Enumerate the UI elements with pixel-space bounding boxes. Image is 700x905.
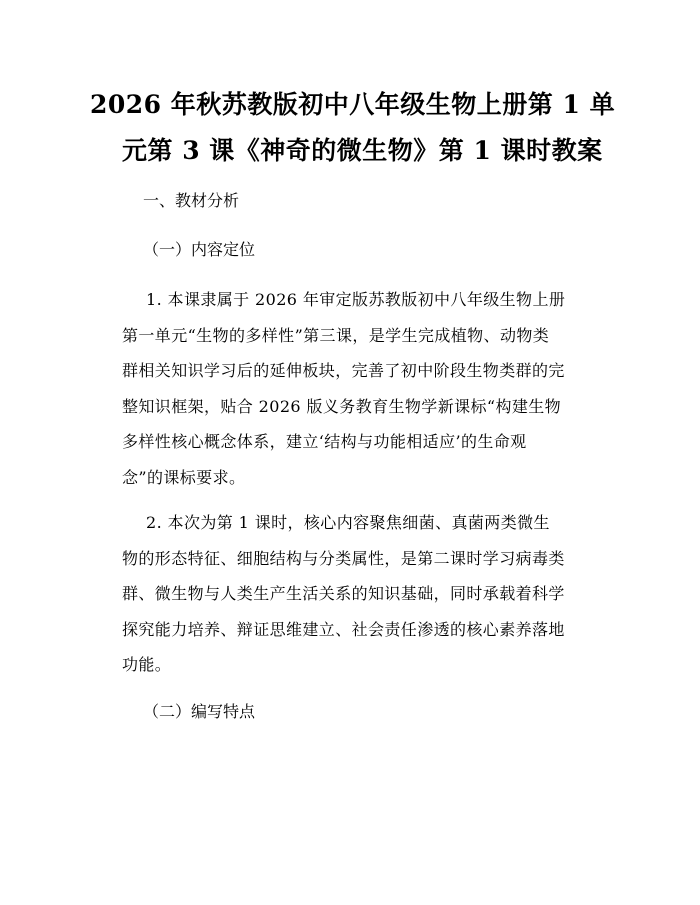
- paragraph-line: 念”的课标要求。: [122, 467, 246, 487]
- paragraph-line: 物的形态特征、细胞结构与分类属性，是第二课时学习病毒类: [122, 548, 565, 568]
- paragraph-content-positioning-2: [122, 505, 602, 683]
- paragraph-content-positioning-1: [122, 282, 602, 495]
- paragraph-line: 群相关知识学习后的延伸板块，完善了初中阶段生物类群的完: [122, 361, 565, 380]
- paragraph-line: 整知识框架，贴合 2026 版义务教育生物学新课标“构建生物: [122, 396, 562, 416]
- paragraph-line: 2. 本次为第 1 课时，核心内容聚焦细菌、真菌两类微生: [146, 513, 550, 532]
- paragraph-line: 群、微生物与人类生产生活关系的知识基础，同时承载着科学: [122, 584, 565, 603]
- paragraph-line: 多样性核心概念体系，建立‘结构与功能相适应’的生命观: [122, 432, 527, 451]
- paragraph-line: 探究能力培养、辩证思维建立、社会责任渗透的核心素养落地: [122, 619, 565, 639]
- paragraph-line: 功能。: [122, 655, 172, 674]
- title-line-2: 元第 3 课《神奇的微生物》第 1 课时教案: [122, 136, 603, 165]
- subsection-heading-content-positioning: （一）内容定位: [143, 240, 256, 259]
- paragraph-line: 第一单元“生物的多样性”第三课，是学生完成植物、动物类: [122, 325, 550, 345]
- title-line-1: 2026 年秋苏教版初中八年级生物上册第 1 单: [90, 90, 616, 119]
- subsection-heading-writing-features: （二）编写特点: [143, 702, 256, 721]
- paragraph-line: 1. 本课隶属于 2026 年审定版苏教版初中八年级生物上册: [146, 290, 566, 309]
- section-heading-textbook-analysis: 一、教材分析: [143, 191, 240, 210]
- document-title: [90, 82, 616, 174]
